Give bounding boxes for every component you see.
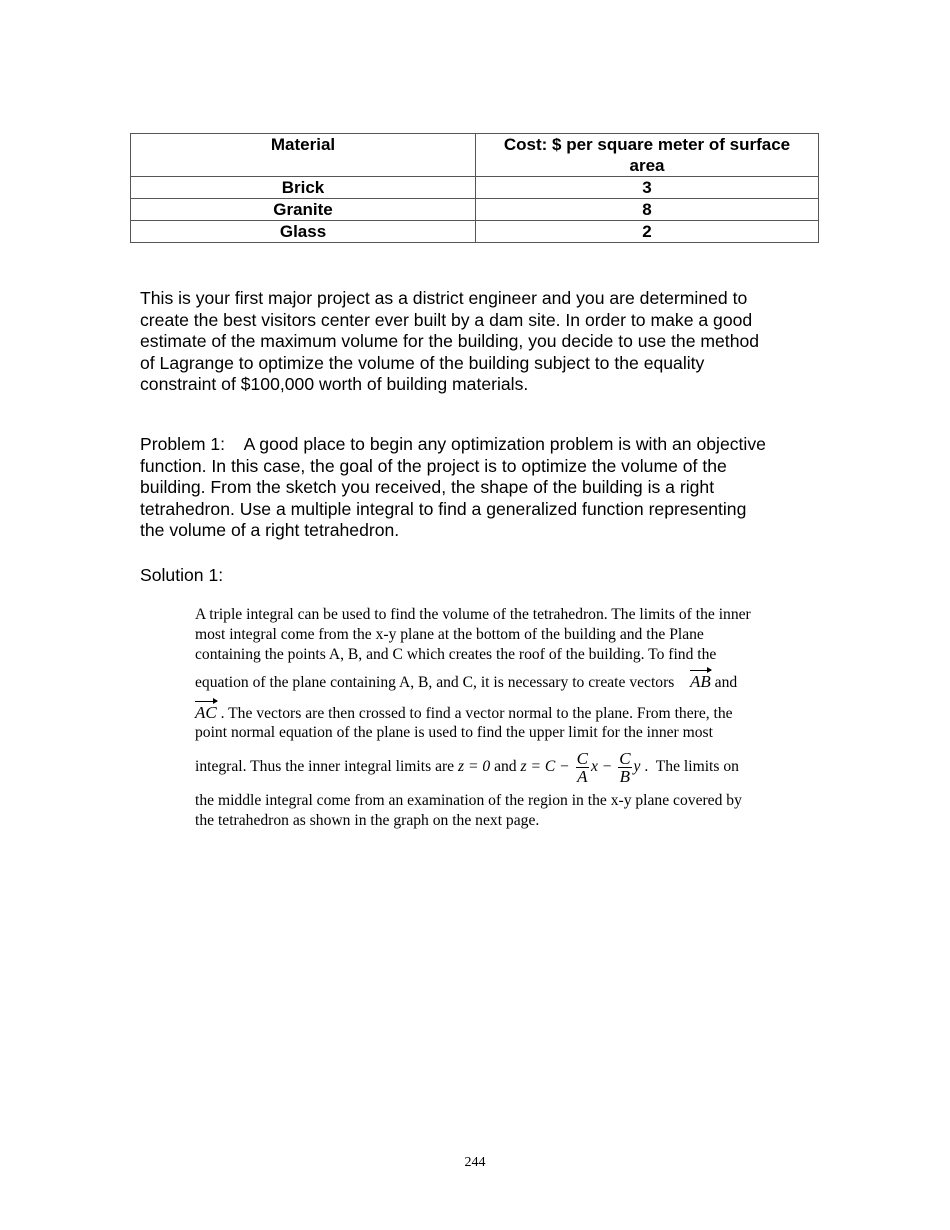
- denominator: B: [619, 766, 631, 786]
- equation-z0: z = 0: [458, 758, 491, 775]
- solution-line: [195, 672, 737, 693]
- fraction-c-over-b: [618, 750, 631, 785]
- var-x: x −: [590, 758, 617, 775]
- solution-line: A triple integral can be used to find the volume of the tetrahedron. The limits of the inner: [195, 606, 751, 623]
- material-cell: Granite: [131, 199, 476, 221]
- var-y: y: [633, 758, 641, 775]
- solution-line: the tetrahedron as shown in the graph on the next page.: [195, 812, 540, 829]
- solution-line: containing the points A, B, and C which creates the roof of the building. To find the: [195, 646, 717, 663]
- text: integral. Thus the inner integral limits are: [195, 758, 458, 775]
- intro-line: constraint of $100,000 worth of building materials.: [140, 374, 529, 394]
- table-header-row: [131, 134, 819, 177]
- material-cell: Brick: [131, 177, 476, 199]
- intro-line: of Lagrange to optimize the volume of the building subject to the equality: [140, 353, 705, 373]
- page-number: 244: [464, 1155, 486, 1170]
- intro-line: create the best visitors center ever built by a dam site. In order to make a good: [140, 310, 753, 330]
- fraction-c-over-a: [576, 750, 589, 785]
- header-cost: [476, 134, 819, 177]
- numerator: C: [619, 748, 631, 768]
- solution-line-equation: [195, 748, 739, 786]
- intro-line: This is your first major project as a district engineer and you are determined to: [140, 288, 748, 308]
- equation-plane: z = C −: [520, 758, 574, 775]
- intro-line: estimate of the maximum volume for the building, you decide to use the method: [140, 331, 760, 351]
- table-row: [131, 199, 819, 221]
- cost-cell: 2: [476, 221, 819, 243]
- solution-line: the middle integral come from an examination of the region in the x-y plane covered by: [195, 792, 742, 809]
- cost-cell: 8: [476, 199, 819, 221]
- numerator: C: [576, 748, 588, 768]
- material-cost-table: [130, 133, 819, 243]
- table-row: [131, 221, 819, 243]
- text: equation of the plane containing A, B, and C, it is necessary to create vectors: [195, 674, 679, 691]
- text: and: [490, 758, 521, 775]
- text: . The vectors are then crossed to find a vector normal to the plane. From there, the: [216, 705, 733, 722]
- table-row: [131, 177, 819, 199]
- problem-line: building. From the sketch you received, the shape of the building is a right: [140, 477, 715, 497]
- text: and: [710, 674, 738, 691]
- problem-line: function. In this case, the goal of the project is to optimize the volume of the: [140, 456, 727, 476]
- problem-line: tetrahedron. Use a multiple integral to find a generalized function representing: [140, 499, 747, 519]
- denominator: A: [577, 766, 588, 786]
- header-material: Material: [131, 134, 476, 177]
- vector-ab: AB: [689, 672, 711, 691]
- solution-line: point normal equation of the plane is used to find the upper limit for the inner most: [195, 724, 713, 741]
- solution-heading: Solution 1:: [140, 565, 224, 585]
- vector-ac: AC: [195, 703, 217, 722]
- material-cell: Glass: [131, 221, 476, 243]
- solution-line: [195, 703, 733, 724]
- text: . The limits on: [640, 758, 739, 775]
- problem-line: the volume of a right tetrahedron.: [140, 520, 400, 540]
- header-cost-line1: Cost: $ per square meter of surface: [503, 135, 791, 154]
- cost-cell: 3: [476, 177, 819, 199]
- solution-line: most integral come from the x-y plane at the bottom of the building and the Plane: [195, 626, 704, 643]
- header-cost-line2: area: [629, 156, 665, 175]
- problem-line: Problem 1: A good place to begin any optimization problem is with an objective: [140, 434, 766, 454]
